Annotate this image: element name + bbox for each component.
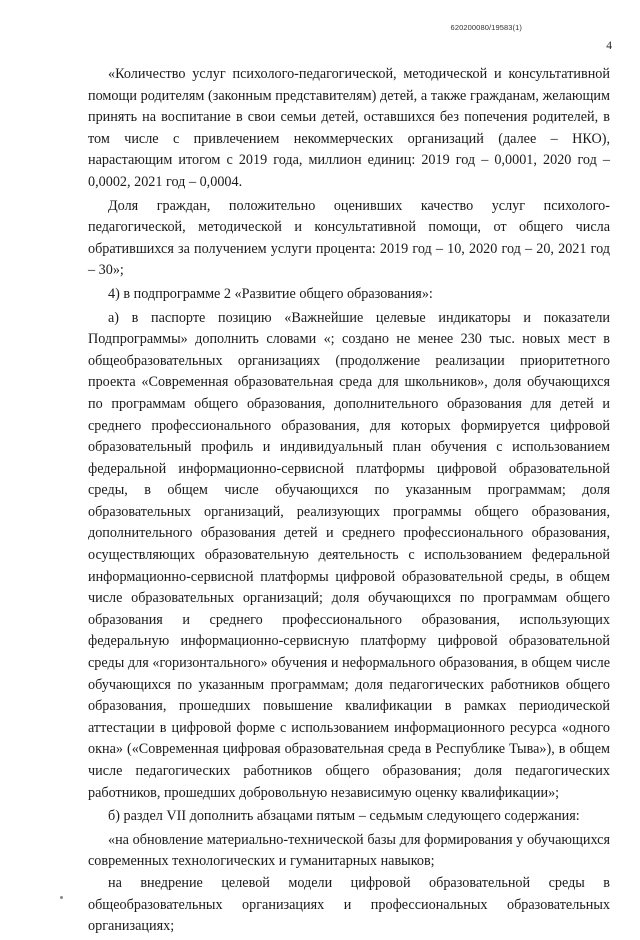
document-body (88, 64, 610, 940)
page-number: 4 (606, 40, 612, 52)
paragraph-services-count: «Количество услуг психолого-педагогической, методической и консультативной помощи родителям (законным представителям) детей, а также гражданам, желающим принять на воспитание в свои семьи детей, оставшихся без попечения родителей, в том числе с привлечением некоммерческих организаций (далее – НКО), нарастающим итогом с 2019 года, миллион единиц: 2019 год – 0,0001, 2020 год – 0,0002, 2021 год – 0,0004. (88, 66, 610, 190)
paragraph-material-base: «на обновление материально-технической базы для формирования у обучающихся современных технологических и гуманитарных навыков; (88, 831, 610, 870)
paragraph-passport-indicators: а) в паспорте позицию «Важнейшие целевые индикаторы и показатели Подпрограммы» дополнить словами «; создано не менее 230 тыс. новых мест в общеобразовательных организациях (продолжение реализации приоритетного проекта «Современная образовательная среда для школьников», доля обучающихся по программам общего образования, дополнительного образования для детей и среднего профессионального образования, для которых формируется цифровой образовательный профиль и индивидуальный план обучения с использованием федеральной информационно-сервисной платформы цифровой образовательной среды, в общем числе обучающихся по указанным программам; доля образовательных организаций, реализующих программы общего образования, дополнительного образования детей и среднего профессионального образования, осуществляющих образовательную деятельность с использованием федеральной информационно-сервисной платформы цифровой образовательной среды, в общем числе образовательных организаций; доля обучающихся по программам общего образования и среднего профессионального образования, использующих федеральную информационно-сервисную платформу цифровой образовательной среды для «горизонтального» обучения и неформального образования, в общем числе обучающихся по указанным программам; доля педагогических работников общего образования, прошедших повышение квалификации в рамках периодической аттестации в цифровой форме с использованием информационного ресурса «одного окна» («Современная цифровая образовательная среда в Республике Тыва»), в общем числе педагогических работников общего образования; доля педагогических работников, прошедших добровольную независимую оценку квалификации»; (88, 309, 610, 801)
paragraph-digital-environment: на внедрение целевой модели цифровой образовательной среды в общеобразовательных организациях и профессиональных образовательных организациях; (88, 874, 610, 935)
scan-dot-mark (60, 896, 63, 899)
paragraph-satisfaction-share: Доля граждан, положительно оценивших качество услуг психолого-педагогической, методической и консультативной помощи, от общего числа обратившихся за получением услуги процента: 2019 год – 10, 2020 год – 20, 2021 год – 30»; (88, 197, 610, 279)
document-id: 620200080/19583(1) (450, 23, 522, 32)
paragraph-section-vii: б) раздел VII дополнить абзацами пятым – седьмым следующего содержания: (108, 808, 580, 825)
paragraph-subprogram-2: 4) в подпрограмме 2 «Развитие общего образования»: (108, 285, 433, 302)
